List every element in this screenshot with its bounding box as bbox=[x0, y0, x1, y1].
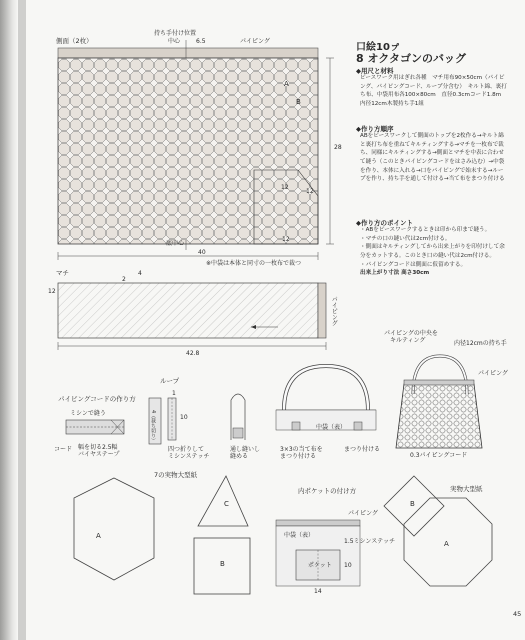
gusset-body bbox=[58, 283, 318, 338]
handle-position-label: 持ち手付け位置 bbox=[154, 30, 197, 37]
bag-cord-label: 0.3パイピングコード bbox=[410, 452, 468, 459]
templates7-a-label: A bbox=[96, 532, 101, 540]
point-item: ・側面はキルティングしてから出来上がりを印付けして余分をカットする。このとき口の縫い代は2cm付ける。 bbox=[360, 244, 505, 259]
template-triangle-c bbox=[198, 476, 248, 526]
dim-12a: 12 bbox=[281, 184, 289, 191]
title-number: 口絵10ㇷ゚ bbox=[356, 42, 400, 53]
loop-dim-10: 10 bbox=[180, 414, 188, 421]
bag-label-1b: キルティング bbox=[390, 337, 426, 344]
bag-body bbox=[396, 384, 482, 448]
templates8-title: 実物大型紙 bbox=[450, 485, 483, 493]
materials-heading: ◆用尺と材料 bbox=[356, 67, 394, 75]
gusset-length: 42.8 bbox=[186, 350, 200, 357]
gusset-label: マチ bbox=[56, 269, 69, 277]
templates7-b-label: B bbox=[220, 560, 225, 568]
piping-cord-title: パイピングコードの作り方 bbox=[58, 395, 136, 403]
piping-cord-label: コード bbox=[54, 446, 73, 453]
template-hexagon-a bbox=[74, 478, 154, 580]
gusset-piping-label: パイピング bbox=[330, 296, 338, 326]
handle-lining-label: 中袋（表） bbox=[316, 424, 347, 431]
loop-label-a: 4（裁ち切り） bbox=[150, 410, 156, 444]
gusset-dim-4: 4 bbox=[138, 270, 142, 277]
side-panel-body bbox=[58, 58, 318, 244]
gusset-piping-edge bbox=[318, 283, 326, 338]
dim-12c: 12 bbox=[282, 236, 290, 243]
side-panel-label: 側面（2枚） bbox=[56, 37, 93, 45]
finished-size-value: 高さ30cm bbox=[401, 270, 430, 277]
region-a-label: A bbox=[284, 80, 289, 88]
loop-step3: 通し縫いし bbox=[230, 446, 261, 453]
templates7-title: 7の実物大型紙 bbox=[154, 471, 198, 479]
point-item: ・パイピングコードは側面に仮留めする。 bbox=[360, 261, 467, 268]
dim-width-40: 40 bbox=[198, 249, 206, 256]
bottom-center-label: 底中心 bbox=[166, 240, 185, 247]
templates8-a-label: A bbox=[444, 540, 449, 548]
book-page bbox=[26, 0, 525, 640]
piping-stitch-label: ミシンで縫う bbox=[70, 410, 106, 417]
page-number: 45 bbox=[513, 610, 522, 618]
handle-arc bbox=[284, 366, 368, 410]
loop-step3b: 縫める bbox=[230, 453, 249, 460]
templates7-c-label: C bbox=[224, 500, 229, 508]
loop-fold-label: 四つ折りして bbox=[168, 446, 205, 453]
handle-step-a: 3×3の当て布を bbox=[280, 446, 323, 453]
points-heading: ◆作り方のポイント bbox=[356, 219, 413, 227]
pocket-lining-label: 中袋（表） bbox=[284, 532, 315, 539]
piping-label: パイピング bbox=[240, 38, 270, 45]
region-b-label: B bbox=[296, 98, 301, 106]
piping-strip-a: 幅を切る2.5幅 bbox=[78, 444, 118, 451]
loop-dim-1: 1 bbox=[172, 390, 176, 397]
finished-size-label: 出来上がり寸法 bbox=[360, 270, 400, 277]
loop-machine-label: ミシンステッチ bbox=[168, 453, 210, 460]
finished-size bbox=[360, 269, 508, 278]
bag-label-1: パイピングの中央を bbox=[384, 330, 438, 337]
gusset-dim-2: 2 bbox=[122, 276, 126, 283]
handle-step-a2: まつり付ける bbox=[280, 453, 317, 460]
pocket-dim-14: 14 bbox=[314, 588, 322, 595]
point-item: ・ABをピースワークするときは印から印まで縫う。 bbox=[360, 227, 491, 233]
piping-strip-b: バイヤステープ bbox=[78, 451, 120, 458]
points-list bbox=[360, 226, 508, 278]
bag-handle-label: 内径12cmの持ち手 bbox=[454, 340, 507, 347]
dim-65-label: 6.5 bbox=[196, 38, 206, 45]
pocket-stitch-label: 1.5ミシンステッチ bbox=[344, 538, 396, 545]
steps-heading: ◆作り方順序 bbox=[356, 125, 394, 133]
pocket-piping-label: パイピング bbox=[348, 510, 378, 517]
page-gutter-shadow bbox=[0, 0, 18, 640]
templates8-b-label: B bbox=[410, 500, 415, 508]
bag-piping-label: パイピング bbox=[478, 370, 508, 377]
pocket-label: ポケット bbox=[308, 562, 332, 569]
loop-title: ループ bbox=[160, 377, 180, 385]
handle-step-b: まつり付ける bbox=[344, 446, 381, 453]
dim-height-28: 28 bbox=[334, 144, 342, 151]
gusset-dim-12: 12 bbox=[48, 288, 56, 295]
pocket-title: 内ポケットの付け方 bbox=[298, 487, 357, 495]
materials-text: ピースワーク用はぎれ各種 マチ用布90×50cm（パイピング、パイピングコード、ループ分含む） キルト綿、裏打ち布、中袋用布各100×80cm 直径0.3cmコード1.8m 内径12cm木製持ち手1組 bbox=[360, 75, 507, 107]
point-item: ・マチの口の縫い代は2cm付ける。 bbox=[360, 235, 451, 242]
center-label: 中心 bbox=[168, 38, 181, 45]
pocket-dim-10: 10 bbox=[344, 562, 352, 569]
dim-12b: 12 bbox=[306, 188, 314, 195]
lining-note: ※中袋は本体と同寸の一枚布で裁つ bbox=[206, 260, 302, 267]
steps-text: ABをピースワークして側面のトップを2枚作る→キルト綿と裏打ち布を重ねてキルティングする→マチを一枚布で裁ち、同様にキルティングする→側面とマチを中表に合わせて縫う（このときパイピングコードをはさみ込む）→中袋を作り、本体に入れる→口をパイピングで始末する→ループを作り、持ち手を通して付ける→当て布をまつり付ける bbox=[360, 133, 505, 183]
page-title: 8 オクタゴンのバッグ bbox=[356, 52, 467, 65]
pocket-piping bbox=[276, 520, 360, 526]
side-piping-strip bbox=[58, 48, 318, 58]
